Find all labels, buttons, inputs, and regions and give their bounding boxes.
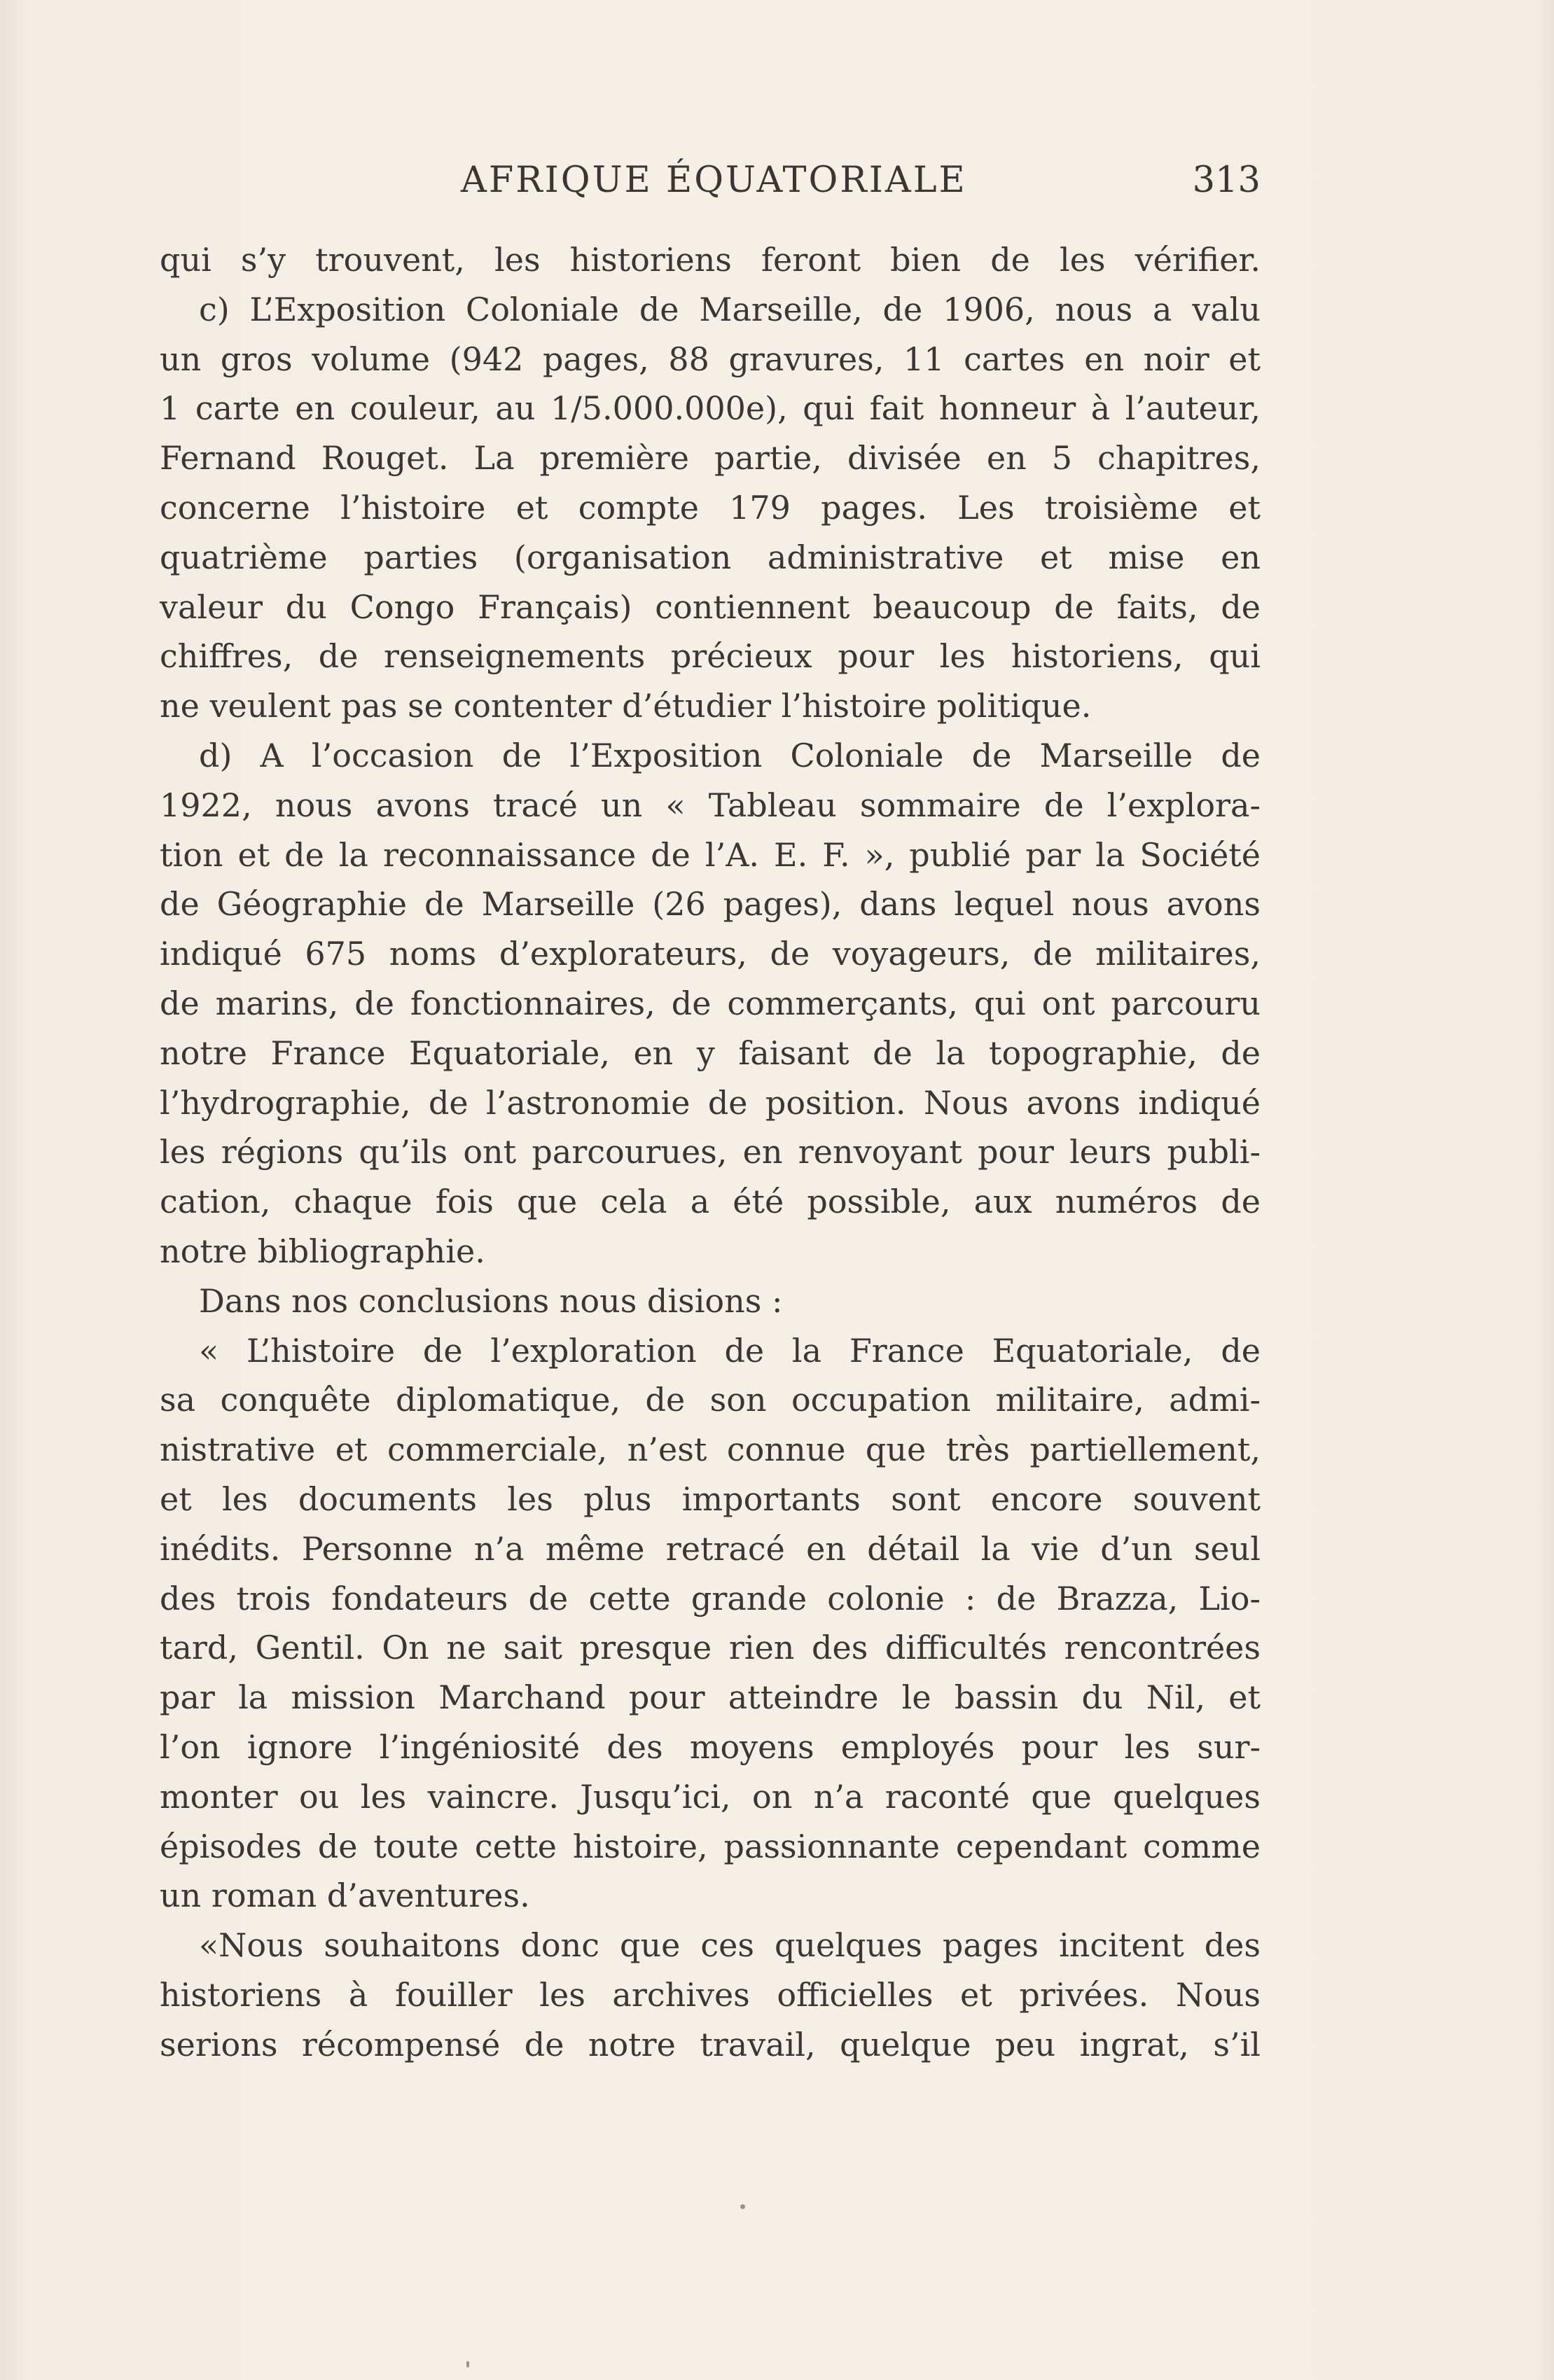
page-header [160, 160, 1261, 216]
text-line: concerne l’histoire et compte 179 pages. Les troisième et [160, 488, 1261, 527]
text-line: indiqué 675 noms d’explorateurs, de voyageurs, de militaires, [160, 935, 1261, 973]
page-number: 313 [1192, 160, 1261, 201]
text-line: des trois fondateurs de cette grande colonie : de Brazza, Lio- [160, 1579, 1261, 1617]
text-line: épisodes de toute cette histoire, passionnante cependant comme [160, 1827, 1261, 1865]
text-line: «Nous souhaitons donc que ces quelques pages incitent des [199, 1926, 1261, 1965]
text-line: de marins, de fonctionnaires, de commerçants, qui ont parcouru [160, 984, 1261, 1022]
text-line: par la mission Marchand pour atteindre le bassin du Nil, et [160, 1678, 1261, 1717]
text-line: serions récompensé de notre travail, quelque peu ingrat, s’il [160, 2025, 1261, 2064]
text-line: de Géographie de Marseille (26 pages), dans lequel nous avons [160, 885, 1261, 924]
text-line: d) A l’occasion de l’Exposition Coloniale de Marseille de [199, 736, 1261, 774]
text-line: cation, chaque fois que cela a été possible, aux numéros de [160, 1183, 1261, 1221]
text-line: un roman d’aventures. [160, 1877, 530, 1915]
text-line: « L’histoire de l’exploration de la France Equatoriale, de [199, 1331, 1261, 1370]
text-line: Dans nos conclusions nous disions : [199, 1281, 783, 1320]
text-line: Fernand Rouget. La première partie, divisée en 5 chapitres, [160, 439, 1261, 478]
running-title: AFRIQUE ÉQUATORIALE [461, 160, 967, 201]
text-line: 1 carte en couleur, au 1/5.000.000e), qui fait honneur à l’auteur, [160, 389, 1261, 428]
text-line: notre France Equatoriale, en y faisant de la topographie, de [160, 1034, 1261, 1072]
text-line: historiens à fouiller les archives officielles et privées. Nous [160, 1975, 1261, 2014]
paper-speck [466, 2361, 469, 2367]
text-line: valeur du Congo Français) contiennent beaucoup de faits, de [160, 587, 1261, 626]
text-line: tard, Gentil. On ne sait presque rien des difficultés rencontrées [160, 1629, 1261, 1667]
text-line: chiffres, de renseignements précieux pour les historiens, qui [160, 637, 1261, 676]
text-line: les régions qu’ils ont parcourues, en renvoyant pour leurs publi- [160, 1133, 1261, 1171]
text-line: un gros volume (942 pages, 88 gravures, 11 cartes en noir et [160, 340, 1261, 378]
text-line: monter ou les vaincre. Jusqu’ici, on n’a raconté que quelques [160, 1777, 1261, 1816]
text-line: l’on ignore l’ingéniosité des moyens employés pour les sur- [160, 1727, 1261, 1766]
text-line: tion et de la reconnaissance de l’A. E. F. », publié par la Société [160, 835, 1261, 874]
paper-speck [740, 2204, 745, 2209]
text-line: l’hydrographie, de l’astronomie de position. Nous avons indiqué [160, 1083, 1261, 1122]
text-line: notre bibliographie. [160, 1232, 485, 1270]
text-line: et les documents les plus importants sont encore souvent [160, 1480, 1261, 1518]
text-line: nistrative et commerciale, n’est connue que très partiellement, [160, 1431, 1261, 1469]
text-line: ne veulent pas se contenter d’étudier l’histoire politique. [160, 687, 1092, 725]
body-text [160, 235, 1261, 2069]
text-line: quatrième parties (organisation administrative et mise en [160, 538, 1261, 576]
text-line: inédits. Personne n’a même retracé en détail la vie d’un seul [160, 1529, 1261, 1568]
text-line: c) L’Exposition Coloniale de Marseille, de 1906, nous a valu [199, 290, 1261, 328]
text-line: sa conquête diplomatique, de son occupation militaire, admi- [160, 1381, 1261, 1419]
text-line: 1922, nous avons tracé un « Tableau sommaire de l’explora- [160, 786, 1261, 824]
text-line: qui s’y trouvent, les historiens feront bien de les vérifier. [160, 241, 1261, 279]
